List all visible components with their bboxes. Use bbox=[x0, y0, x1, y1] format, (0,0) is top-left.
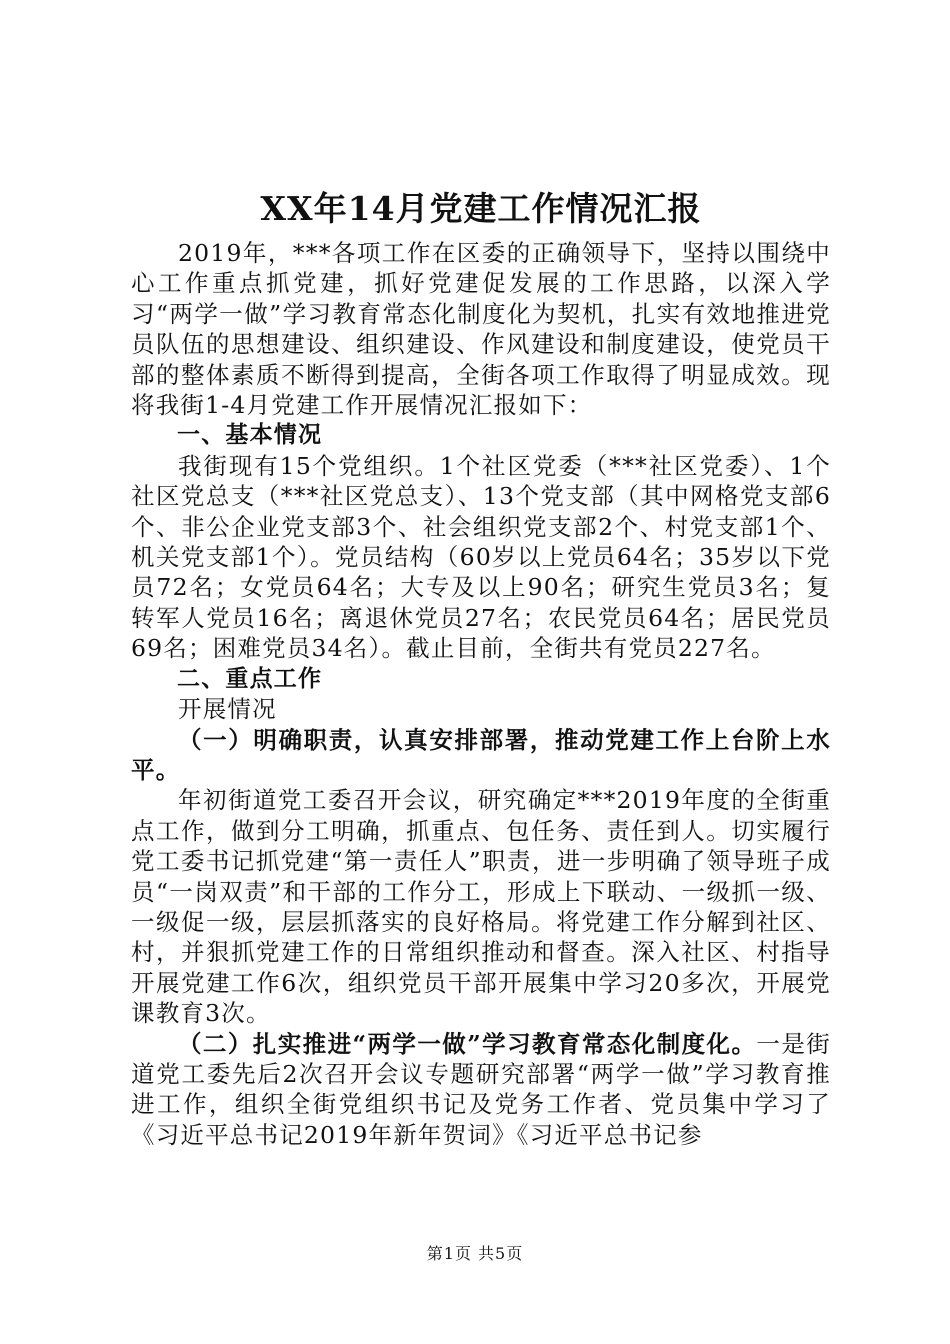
document-title: XX年14月党建工作情况汇报 bbox=[260, 189, 702, 228]
item-body-2: 一是街道党工委先后2次召开会议专题研究部署“两学一做”学习教育推进工作，组织全街党组织书记及党务工作者、党员集中学习了《习近平总书记2019年新年贺词》《习近平总书记参 bbox=[131, 1029, 831, 1149]
document-page bbox=[131, 186, 831, 1150]
section-heading-key-work: 二、重点工作 bbox=[177, 665, 323, 692]
item-body-1: 年初街道党工委召开会议，研究确定***2019年度的全街重点工作，做到分工明确，抓重点、包任务、责任到人。切实履行党工委书记抓党建“第一责任人”职责，进一步明确了领导班子成员“一岗双责”和干部的工作分工，形成上下联动、一级抓一级、一级促一级，层层抓落实的良好格局。将党建工作分解到社区、村，并狠抓党建工作的日常组织推动和督查。深入社区、村指导开展党建工作6次，组织党员干部开展集中学习20多次，开展党课教育3次。 bbox=[131, 786, 831, 1028]
section-body-basic: 我街现有15个党组织。1个社区党委（***社区党委）、1个社区党总支（***社区党总支）、13个党支部（其中网格党支部6个、非公企业党支部3个、社会组织党支部2个、村党支部1个、机关党支部1个）。党员结构（60岁以上党员64名；35岁以下党员72名；女党员64名；大专及以上90名；研究生党员3名；复转军人党员16名；离退休党员27名；农民党员64名；居民党员69名；困难党员34名）。截止目前，全街共有党员227名。 bbox=[131, 451, 831, 663]
section-subheading: 开展情况 bbox=[178, 695, 277, 724]
intro-paragraph: 2019年，***各项工作在区委的正确领导下，坚持以围绕中心工作重点抓党建，抓好党建促发展的工作思路，以深入学习“两学一做”学习教育常态化制度化为契机，扎实有效地推进党员队伍的思想建设、组织建设、作风建设和制度建设，使党员干部的整体素质不断得到提高，全街各项工作取得了明显成效。现将我街1-4月党建工作开展情况汇报如下： bbox=[131, 239, 831, 420]
item-paragraph-2 bbox=[131, 1029, 831, 1151]
page-footer: 第1页 共5页 bbox=[426, 1244, 524, 1263]
item-title-1: （一）明确职责，认真安排部署，推动党建工作上台阶上水平。 bbox=[131, 725, 831, 784]
item-title-2: （二）扎实推进“两学一做”学习教育常态化制度化。 bbox=[178, 1029, 757, 1058]
section-heading-basic: 一、基本情况 bbox=[177, 422, 323, 449]
